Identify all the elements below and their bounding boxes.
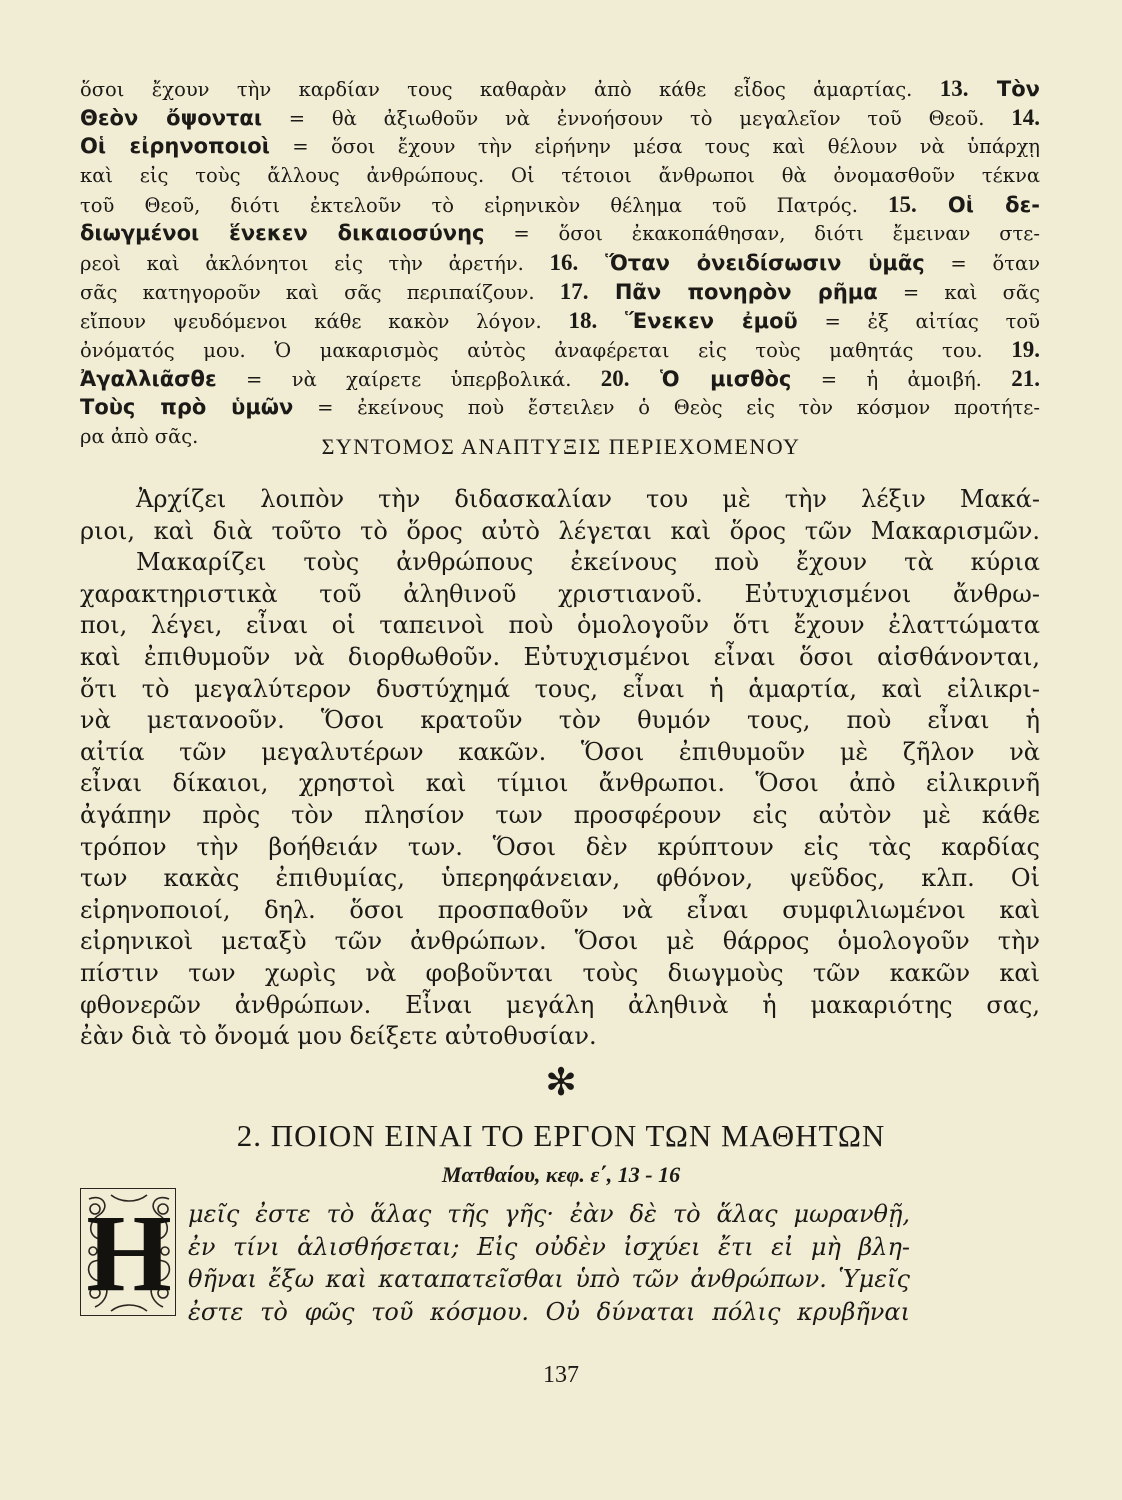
summary-heading: ΣΥΝΤΟΜΟΣ ΑΝΑΠΤΥΞΙΣ ΠΕΡΙΕΧΟΜΕΝΟΥ <box>321 434 801 459</box>
ornamental-drop-cap <box>80 1188 176 1316</box>
verse-number: 14. <box>1011 105 1040 130</box>
section-title: 2. ΠΟΙΟΝ ΕΙΝΑΙ ΤΟ ΕΡΓΟΝ ΤΩΝ ΜΑΘΗΤΩΝ <box>236 1118 886 1153</box>
verse-number: 18. <box>568 308 598 333</box>
scripture-line: ἐστε τὸ φῶς τοῦ κόσμου. Οὐ δύναται πόλις κρυβῆναι <box>188 1297 910 1326</box>
note-text: = ἡ ἀμοιβή. <box>791 368 1012 391</box>
note-line <box>80 161 1040 190</box>
body-line: εἶναι δίκαιοι, χρηστοὶ καὶ τίμιοι ἄνθρωποι. Ὅσοι ἀπὸ εἰλικρινῆ <box>80 769 1040 798</box>
body-line: Μακαρίζει τοὺς ἀνθρώπους ἐκείνους ποὺ ἔχουν τὰ κύρια <box>136 548 1040 577</box>
scripture-line: μεῖς ἐστε τὸ ἅλας τῆς γῆς· ἐὰν δὲ τὸ ἅλας μωρανθῇ, <box>188 1200 910 1228</box>
note-line <box>80 132 1040 161</box>
note-text: σᾶς κατηγοροῦν καὶ σᾶς περιπαίζουν. <box>80 281 560 304</box>
note-line <box>80 364 1040 393</box>
note-line <box>80 306 1040 335</box>
note-text: = ὅσοι ἐκακοπάθησαν, διότι ἔμειναν στε- <box>484 222 1041 245</box>
body-line: νὰ μετανοοῦν. Ὅσοι κρατοῦν τὸν θυμόν τους, ποὺ εἶναι ἡ <box>80 706 1040 735</box>
drop-cap-letter: Η <box>86 1192 172 1314</box>
body-line: τρόπον τὴν βοήθειάν των. Ὅσοι δὲν κρύπτουν εἰς τὰς καρδίας <box>80 832 1040 861</box>
note-text: ὅσοι ἔχουν τὴν καρδίαν τους καθαρὰν ἀπὸ κάθε εἶδος ἁμαρτίας. <box>80 78 940 101</box>
note-line <box>80 103 1040 132</box>
body-line: ριοι, καὶ διὰ τοῦτο τὸ ὅρος αὐτὸ λέγεται καὶ ὅρος τῶν Μακαρισμῶν. <box>80 516 1040 545</box>
separator-asterisk: ✻ <box>545 1060 577 1104</box>
note-text: εἴπουν ψευδόμενοι κάθε κακὸν λόγον. <box>80 310 569 333</box>
body-line: ὅτι τὸ μεγαλύτερον δυστύχημά τους, εἶναι ἡ ἁμαρτία, καὶ εἰλικρι- <box>80 674 1040 703</box>
verse-number: 20. <box>600 366 630 391</box>
glossary-term: Θεὸν ὄψονται <box>80 106 263 130</box>
body-line: εἰρηνοποιοί, δηλ. ὅσοι προσπαθοῦν νὰ εἶναι συμφιλιωμένοι καὶ <box>80 895 1040 924</box>
glossary-term: Τὸν <box>968 77 1040 101</box>
scripture-text <box>188 1198 910 1328</box>
scripture-line: θῆναι ἔξω καὶ καταπατεῖσθαι ὑπὸ τῶν ἀνθρώπων. Ὑμεῖς <box>188 1265 910 1293</box>
scripture-reference: Ματθαίου, κεφ. ε΄, 13 - 16 <box>441 1162 681 1187</box>
note-text: τοῦ Θεοῦ, διότι ἐκτελοῦν τὸ εἰρηνικὸν θέλημα τοῦ Πατρός. <box>80 194 888 217</box>
verse-number: 17. <box>559 279 589 304</box>
note-line <box>80 248 1040 277</box>
body-line: καὶ ἐπιθυμοῦν νὰ διορθωθοῦν. Εὐτυχισμένοι εἶναι ὅσοι αἰσθάνονται, <box>80 642 1040 671</box>
note-text: = ὅταν <box>924 252 1041 275</box>
verse-number: 19. <box>1011 337 1040 362</box>
glossary-term: Τοὺς πρὸ ὑμῶν <box>80 395 294 419</box>
glossary-term: Ἕνεκεν ἐμοῦ <box>597 309 798 333</box>
note-line <box>80 74 1040 103</box>
glossary-notes <box>80 74 1040 451</box>
scripture-line: ἐν τίνι ἁλισθήσεται; Εἰς οὐδὲν ἰσχύει ἔτι εἰ μὴ βλη- <box>188 1232 910 1261</box>
note-text: καὶ εἰς τοὺς ἄλλους ἀνθρώπους. Οἱ τέτοιοι ἄνθρωποι θὰ ὀνομασθοῦν τέκνα <box>80 164 1040 187</box>
note-line <box>80 335 1040 364</box>
note-text: = ἐκείνους ποὺ ἔστειλεν ὁ Θεὸς εἰς τὸν κόσμον προτήτε- <box>293 396 1041 419</box>
glossary-term: Ἀγαλλιᾶσθε <box>80 367 217 391</box>
note-text: ρα ἀπὸ σᾶς. <box>80 425 199 448</box>
body-line: ἐὰν διὰ τὸ ὄνομά μου δείξετε αὐτοθυσίαν. <box>80 1022 597 1051</box>
body-line: εἰρηνικοὶ μεταξὺ τῶν ἀνθρώπων. Ὅσοι μὲ θάρρος ὁμολογοῦν τὴν <box>80 927 1040 956</box>
note-text: ὀνόματός μου. Ὁ μακαρισμὸς αὐτὸς ἀναφέρεται εἰς τοὺς μαθητάς του. <box>80 339 1012 362</box>
page-number: 137 <box>543 1362 579 1388</box>
note-text: ρεοὶ καὶ ἀκλόνητοι εἰς τὴν ἀρετήν. <box>80 252 550 275</box>
note-line <box>80 219 1040 248</box>
note-text: = ἐξ αἰτίας τοῦ <box>797 310 1040 333</box>
body-line: ἀγάπην πρὸς τὸν πλησίον των προσφέρουν εἰς αὐτὸν μὲ κάθε <box>80 800 1040 829</box>
glossary-term: Πᾶν πονηρὸν ρῆμα <box>588 280 878 304</box>
verse-number: 13. <box>939 76 969 101</box>
verse-number: 16. <box>549 250 579 275</box>
glossary-term: Οἱ εἰρηνοποιοὶ <box>80 134 270 158</box>
glossary-term: διωγμένοι ἕνεκεν δικαιοσύνης <box>80 221 485 245</box>
note-text: = νὰ χαίρετε ὑπερβολικά. <box>216 368 601 391</box>
body-line: φθονερῶν ἀνθρώπων. Εἶναι μεγάλη ἀληθινὰ ἡ μακαριότης σας, <box>80 990 1040 1019</box>
note-line <box>80 393 1040 422</box>
glossary-term: Ὅταν ὀνειδίσωσιν ὑμᾶς <box>578 251 925 275</box>
note-line <box>80 190 1040 219</box>
verse-number: 15. <box>887 192 917 217</box>
note-text: = θὰ ἀξιωθοῦν νὰ ἐννοήσουν τὸ μεγαλεῖον τοῦ Θεοῦ. <box>262 107 1012 130</box>
note-line <box>80 277 1040 306</box>
body-line: ποι, λέγει, εἶναι οἱ ταπεινοὶ ποὺ ὁμολογοῦν ὅτι ἔχουν ἐλαττώματα <box>80 611 1040 640</box>
glossary-term: Ὁ μισθὸς <box>629 367 792 391</box>
note-text: = καὶ σᾶς <box>877 281 1040 304</box>
summary-body <box>80 484 1040 1053</box>
glossary-term: Οἱ δε- <box>916 193 1040 217</box>
body-line: πίστιν των χωρὶς νὰ φοβοῦνται τοὺς διωγμοὺς τῶν κακῶν καὶ <box>80 958 1040 987</box>
body-line: Ἀρχίζει λοιπὸν τὴν διδασκαλίαν του μὲ τὴν λέξιν Μακά- <box>136 485 1040 513</box>
note-text: = ὅσοι ἔχουν τὴν εἰρήνην μέσα τους καὶ θέλουν νὰ ὑπάρχῃ <box>269 135 1040 158</box>
body-line: χαρακτηριστικὰ τοῦ ἀληθινοῦ χριστιανοῦ. Εὐτυχισμένοι ἄνθρω- <box>80 579 1040 608</box>
body-line: αἰτία τῶν μεγαλυτέρων κακῶν. Ὅσοι ἐπιθυμοῦν μὲ ζῆλον νὰ <box>80 737 1040 766</box>
body-line: των κακὰς ἐπιθυμίας, ὑπερηφάνειαν, φθόνον, ψεῦδος, κλπ. Οἱ <box>80 864 1040 893</box>
verse-number: 21. <box>1011 366 1041 391</box>
